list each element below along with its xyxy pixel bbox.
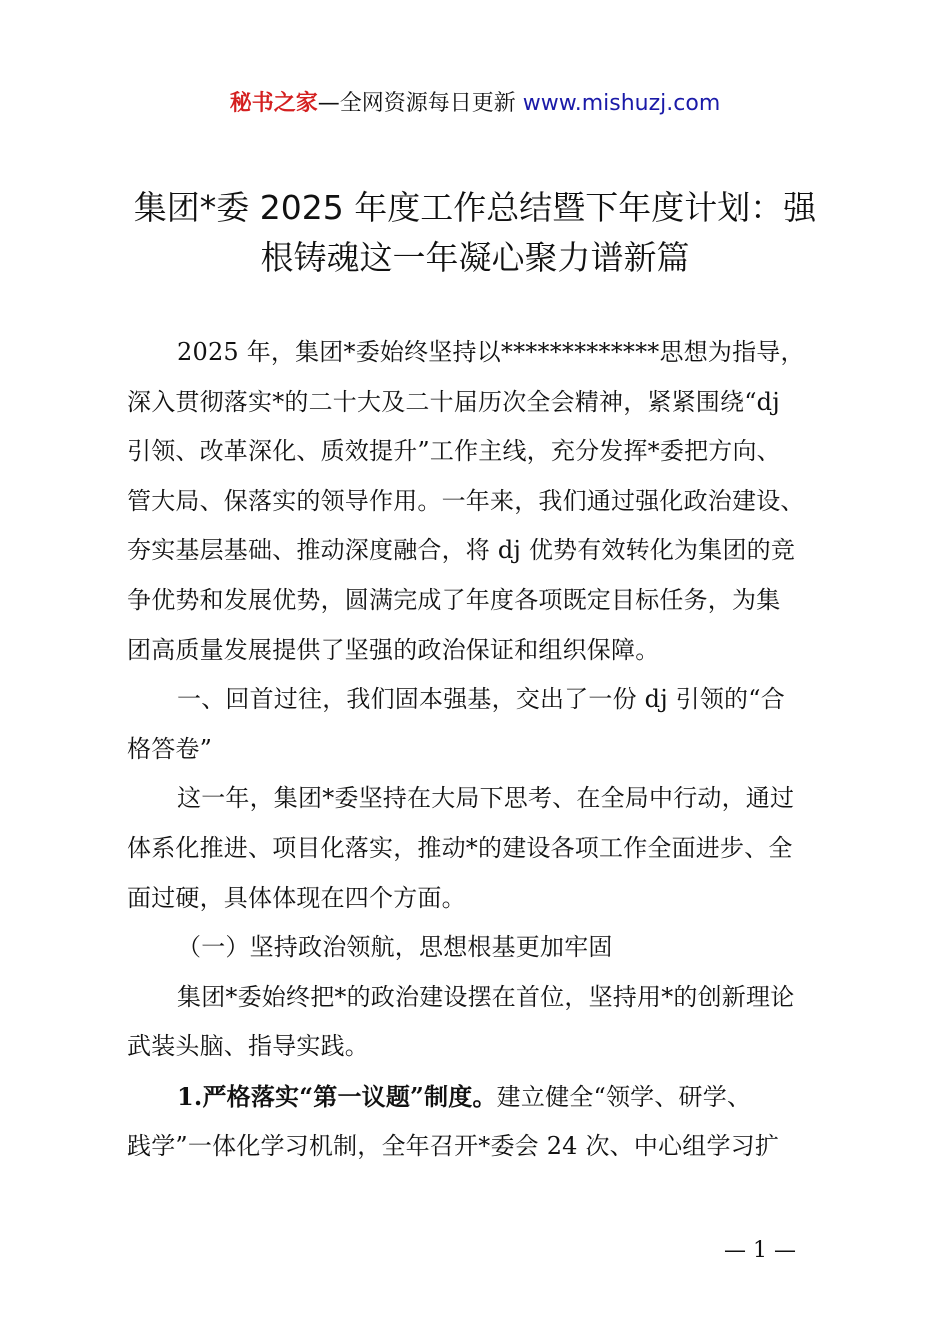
document-title [110,183,840,283]
header-url-link[interactable]: www.mishuzj.com [522,91,721,116]
body-line: 这一年，集团*委坚持在大局下思考、在全局中行动，通过 [177,784,795,813]
page-number: — 1 — [724,1238,796,1263]
body-line: 面过硬，具体体现在四个方面。 [127,883,466,912]
body-line: 体系化推进、项目化落实，推动*的建设各项工作全面进步、全 [127,833,793,862]
body-line: 团高质量发展提供了坚强的政治保证和组织保障。 [127,635,660,664]
body-line [127,1072,837,1122]
section-heading: 一、回首过往，我们固本强基，交出了一份 dj 引领的“合 [177,685,785,714]
header-tagline: —全网资源每日更新 [317,91,523,116]
body-line: 2025 年，集团*委始终坚持以*************思想为指导， [177,338,805,366]
brand-name: 秘书之家 [229,91,318,116]
body-line: 夯实基层基础、推动深度融合，将 dj 优势有效转化为集团的竞 [127,536,796,565]
site-header [0,88,950,120]
title-line-2: 根铸魂这一年凝心聚力谱新篇 [260,238,690,277]
body-line: 践学”一体化学习机制，全年召开*委会 24 次、中心组学习扩 [127,1131,780,1160]
section-heading-cont: 格答卷” [127,734,213,763]
body-line: 武装头脑、指导实践。 [127,1032,369,1061]
item-heading-bold: 1.严格落实“第一议题”制度。 [177,1081,497,1111]
body-line: 深入贯彻落实*的二十大及二十届历次全会精神，紧紧围绕“dj [127,387,780,416]
title-line-1: 集团*委 2025 年度工作总结暨下年度计划：强 [133,188,817,227]
subsection-heading: （一）坚持政治领航，思想根基更加牢固 [177,933,613,962]
document-body [127,328,837,1171]
body-line: 管大局、保落实的领导作用。一年来，我们通过强化政治建设、 [127,486,805,515]
body-line: 争优势和发展优势，圆满完成了年度各项既定目标任务，为集 [127,585,781,614]
body-line: 集团*委始终把*的政治建设摆在首位，坚持用*的创新理论 [177,982,795,1011]
body-line: 引领、改革深化、质效提升”工作主线，充分发挥*委把方向、 [127,437,781,466]
item-text: 建立健全“领学、研学、 [496,1082,752,1111]
